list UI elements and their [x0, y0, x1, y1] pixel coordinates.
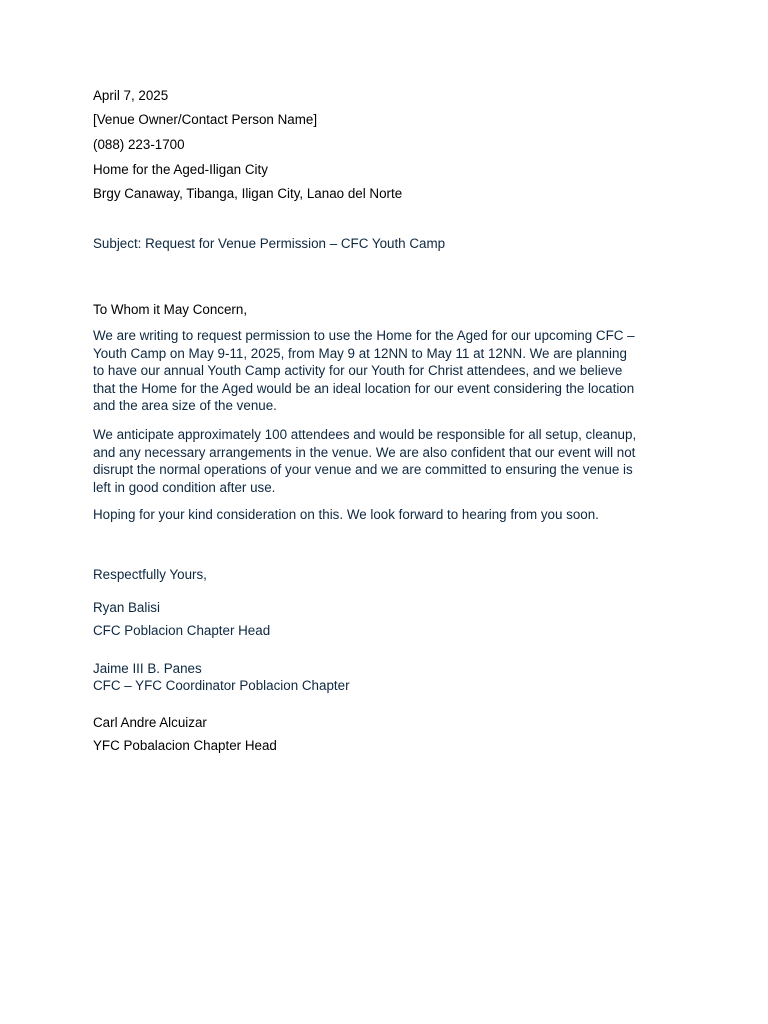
paragraph-line: to have our annual Youth Camp activity for our Youth for Christ attendees, and we believe: [93, 363, 623, 378]
paragraph-line: that the Home for the Aged would be an ideal location for our event considering the location: [93, 380, 635, 396]
paragraph-line: Youth Camp on May 9-11, 2025, from May 9 at 12NN to May 11 at 12NN. We are planning: [93, 345, 627, 361]
signatory-2-name: Jaime III B. Panes: [93, 661, 202, 676]
paragraph-line: We are writing to request permission to use the Home for the Aged for our upcoming CFC –: [93, 328, 635, 343]
signatory-3-name: Carl Andre Alcuizar: [93, 715, 207, 730]
body-paragraph-2: [93, 426, 678, 496]
paragraph-line: left in good condition after use.: [93, 479, 276, 495]
letter-date: April 7, 2025: [93, 88, 169, 103]
recipient-phone: (088) 223-1700: [93, 137, 185, 152]
body-paragraph-3: Hoping for your kind consideration on this. We look forward to hearing from you soon.: [93, 507, 599, 522]
signatory-3-title: YFC Pobalacion Chapter Head: [93, 738, 277, 753]
paragraph-line: disrupt the normal operations of your venue and we are committed to ensuring the venue is: [93, 462, 633, 477]
closing: Respectfully Yours,: [93, 567, 207, 582]
letter-subject: Subject: Request for Venue Permission – CFC Youth Camp: [93, 236, 446, 251]
salutation: To Whom it May Concern,: [93, 302, 248, 317]
body-paragraph-1: [93, 327, 678, 415]
signatory-2-title: CFC – YFC Coordinator Poblacion Chapter: [93, 678, 350, 693]
paragraph-line: and any necessary arrangements in the venue. We are also confident that our event will not: [93, 444, 636, 460]
recipient-name: [Venue Owner/Contact Person Name]: [93, 112, 318, 127]
signatory-1-name: Ryan Balisi: [93, 600, 160, 615]
paragraph-line: We anticipate approximately 100 attendees and would be responsible for all setup, cleanup,: [93, 427, 637, 442]
venue-address: Brgy Canaway, Tibanga, Iligan City, Lanao del Norte: [93, 186, 403, 201]
paragraph-line: and the area size of the venue.: [93, 398, 277, 413]
signatory-1-title: CFC Poblacion Chapter Head: [93, 623, 271, 638]
venue-name: Home for the Aged-Iligan City: [93, 162, 268, 177]
